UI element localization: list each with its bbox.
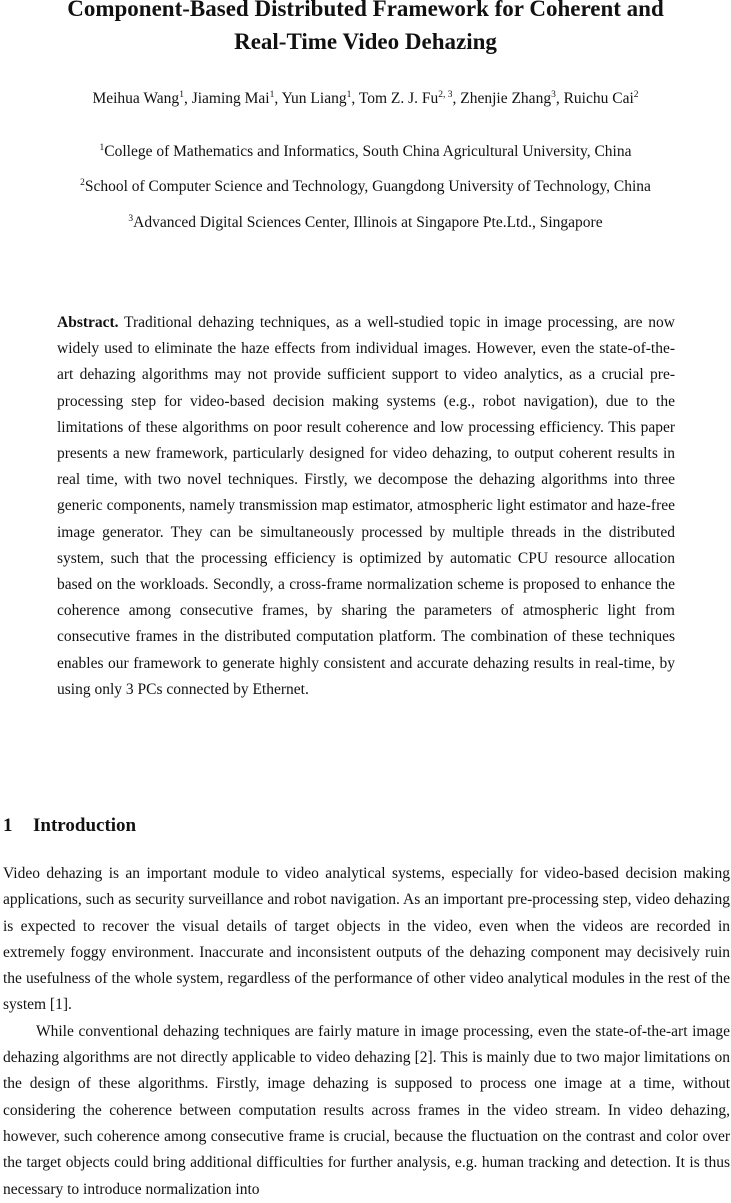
affiliation-3: $^3$Advanced Digital Sciences Center, Illinois at Singapore Pte.Ltd., Singapore: [128, 214, 603, 231]
affiliation-2: $^2$School of Computer Science and Technology, Guangdong University of Technology, China: [80, 178, 651, 195]
section-title: Introduction: [33, 815, 137, 836]
author: Jiaming Mai$^1$,: [191, 90, 282, 107]
author: Meihua Wang$^1$,: [92, 90, 192, 107]
section-heading-introduction: [3, 813, 136, 839]
abstract-text: Traditional dehazing techniques, as a well-studied topic in image processing, are now widely used to eliminate the haze effects from individual images. However, even the state-of-the-art dehazing algorithms may not provide sufficient support to video analytics, as a crucial pre-processing step for video-based decision making systems (e.g., robot navigation), due to the limitations of these algorithms on poor result coherence and low processing efficiency. This paper presents a new framework, particularly designed for video dehazing, to output coherent results in real time, with two novel techniques. Firstly, we decompose the dehazing algorithms into three generic components, namely transmission map estimator, atmospheric light estimator and haze-free image generator. They can be simultaneously processed by multiple threads in the distributed system, such that the processing efficiency is optimized by automatic CPU resource allocation based on the workloads. Secondly, a cross-frame normalization scheme is proposed to enhance the coherence among consecutive frames, by sharing the parameters of atmospheric light from consecutive frames in the distributed computation platform. The combination of these techniques enables our framework to generate highly consistent and accurate dehazing results in real-time, by using only 3 PCs connected by Ethernet.: [57, 314, 675, 698]
author: Zhenjie Zhang$^3$,: [460, 90, 564, 107]
abstract-label: Abstract.: [57, 314, 119, 331]
paragraph: Video dehazing is an important module to video analytical systems, especially for video-based decision making applications, such as security surveillance and robot navigation. As an important pre-processing step, video dehazing is expected to recover the visual details of target objects in the video, even when the videos are recorded in extremely foggy environment. Inaccurate and inconsistent outputs of the dehazing component may decisively ruin the usefulness of the whole system, regardless of the performance of other video analytical modules in the rest of the system [1].: [3, 865, 730, 1014]
author: Tom Z. J. Fu$^{2, 3}$,: [358, 90, 461, 107]
abstract: [57, 310, 675, 703]
paragraph: While conventional dehazing techniques are fairly mature in image processing, even the state-of-the-art image dehazing algorithms are not directly applicable to video dehazing [2]. This is mainly due to two major limitations on the design of these algorithms. Firstly, image dehazing is supposed to process one image at a time, without considering the coherence between computation results across frames in the video stream. In video dehazing, however, such coherence among consecutive frame is crucial, because the fluctuation on the contrast and color over the target objects could bring additional difficulties for further analysis, e.g. human tracking and detection. It is thus necessary to introduce normalization into: [3, 1022, 730, 1198]
paper-title-line-1: Component-Based Distributed Framework for Coherent and: [67, 0, 664, 21]
author: Ruichu Cai$^2$: [563, 90, 639, 107]
introduction-body: [3, 861, 730, 1203]
author-list: [0, 89, 731, 109]
author: Yun Liang$^1$,: [281, 90, 359, 107]
section-number: 1: [3, 815, 13, 836]
affiliation-1: $^1$College of Mathematics and Informatics, South China Agricultural University, China: [99, 143, 632, 160]
paper-title: [0, 0, 731, 58]
paper-title-line-2: Real-Time Video Dehazing: [234, 29, 497, 54]
